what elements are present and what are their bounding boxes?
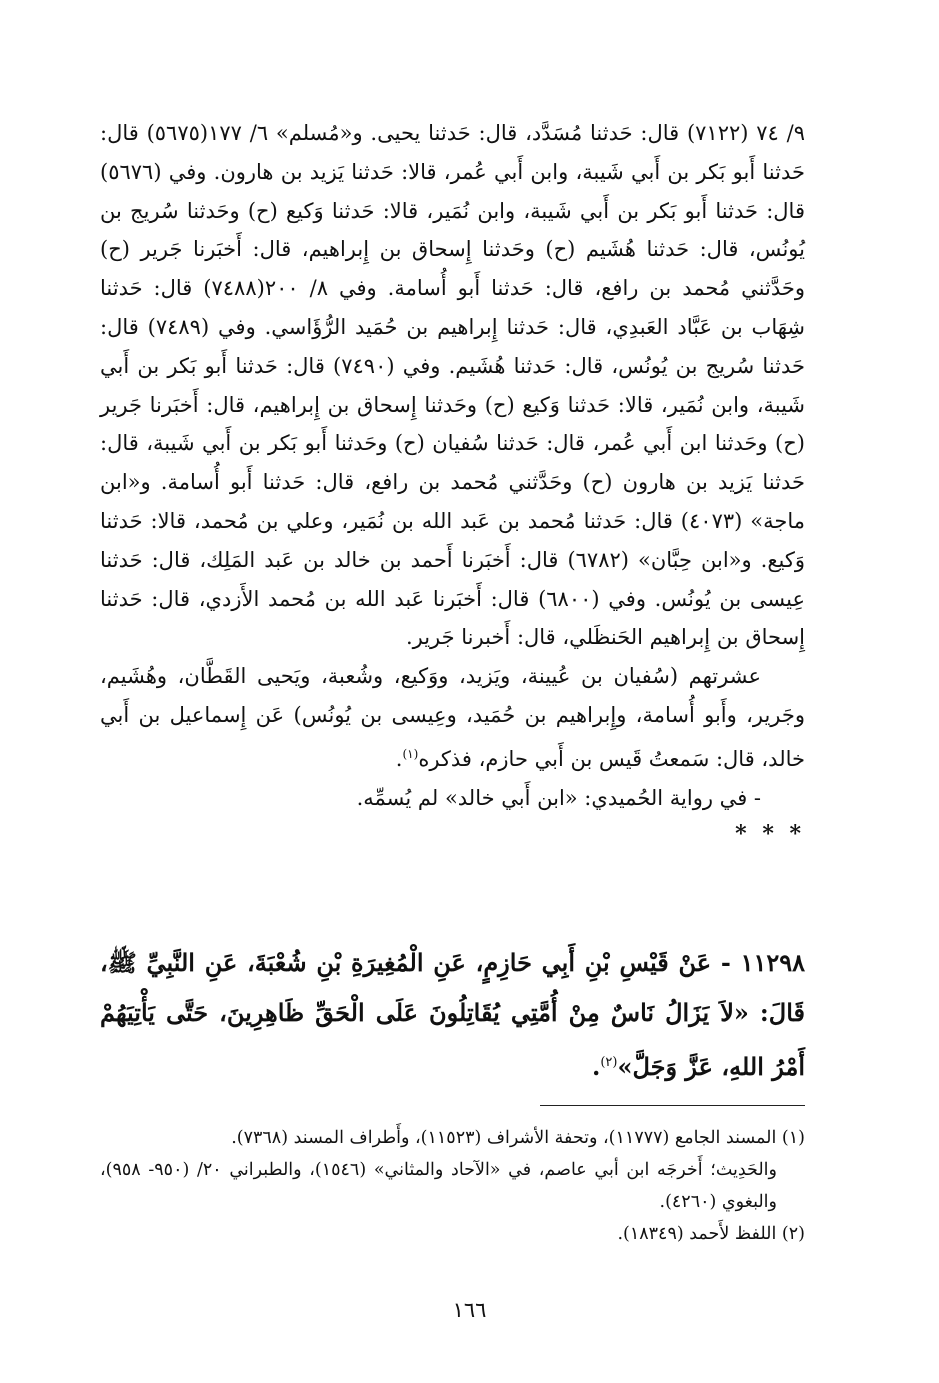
isnad-chain-paragraph: ٩/ ٧٤ (٧١٢٢) قال: حَدثنا مُسَدَّد، قال: حَدثنا يحيى. و«مُسلم» ٦/ ١٧٧(٥٦٧٥) قال: حَدثنا أَبو بَكر بن أَبي شَيبة، وابن أَبي عُمر، قالا: حَدثنا يَزيد بن هارون. وفي (٥٦٧٦) قال: حَدثنا أَبو بَكر بن أَبي شَيبة، وابن نُمَير، قالا: حَدثنا وَكيع (ح) وحَدثنا سُريج بن يُونُس، قال: حَدثنا هُشَيم (ح) وحَدثنا إِسحاق بن إِبراهيم، قال: أَخبَرنا جَرير (ح) وحَدَّثني مُحمد بن رافع، قال: حَدثنا أَبو أُسامة. وفي ٨/ ٢٠٠(٧٤٨٨) قال: حَدثنا شِهَاب بن عَبَّاد العَبدِي، قال: حَدثنا إِبراهيم بن حُمَيد الرُّؤَاسي. وفي (٧٤٨٩) قال: حَدثنا سُريج بن يُونُس، قال: حَدثنا هُشَيم. وفي (٧٤٩٠) قال: حَدثنا أَبو بَكر بن أَبي شَيبة، وابن نُمَير، قالا: حَدثنا وَكيع (ح) وحَدثنا إِسحاق بن إِبراهيم، قال: أَخبَرنا جَرير (ح) وحَدثنا ابن أَبي عُمر، قال: حَدثنا سُفيان (ح) وحَدثنا أَبو بَكر بن أَبي شَيبة، قال: حَدثنا يَزيد بن هارون (ح) وحَدَّثني مُحمد بن رافع، قال: حَدثنا أَبو أُسامة. و«ابن ماجة» (٤٠٧٣) قال: حَدثنا مُحمد بن عَبد الله بن نُمَير، وعلي بن مُحمد، قالا: حَدثنا وَكيع. و«ابن حِبَّان» (٦٧٨٢) قال: أَخبَرنا أَحمد بن خالد بن عَبد المَلِك، قال: حَدثنا عِيسى بن يُونُس. وفي (٦٨٠٠) قال: أَخبَرنا عَبد الله بن مُحمد الأَزدي، قال: حَدثنا إِسحاق بن إِبراهيم الحَنظَلي، قال: أَخبرنا جَرير. <box>100 121 806 650</box>
page-number: ١٦٦ <box>452 1298 487 1322</box>
footnotes-block <box>100 1122 805 1250</box>
hadith-text: عَنْ قَيْسِ بْنِ أَبِي حَازِمٍ، عَنِ الْمُغِيرَةِ بْنِ شُعْبَةَ، عَنِ النَّبِيِّ ﷺ، قَالَ: «لاَ يَزَالُ نَاسٌ مِنْ أُمَّتِي يُقَاتِلُونَ عَلَى الْحَقِّ ظَاهِرِينَ، حَتَّى يَأْتِيَهُمْ أَمْرُ اللهِ، عَزَّ وَجَلَّ» <box>100 948 805 1081</box>
footnote-divider <box>540 1105 805 1106</box>
narrators-paragraph <box>100 657 805 778</box>
footnote-ref-1[interactable]: (١) <box>402 746 419 761</box>
footnote-2: (٢) اللفظ لأَحمد (١٨٣٤٩). <box>617 1224 805 1244</box>
riwaya-note: - في رواية الحُميدي: «ابن أَبي خالد» لم يُسمِّه. <box>356 785 761 810</box>
footnote-1-continuation: والحَدِيث؛ أَخرجَه ابن أبي عاصم، في «الآحاد والمثاني» (١٥٤٦)، والطبراني ٢٠/ (٩٥٠- ٩٥٨)، والبغوي (٤٢٦٠). <box>100 1160 777 1212</box>
narrators-text: عشرتهم (سُفيان بن عُيينة، ويَزيد، ووَكيع، وشُعبة، ويَحيى القَطَّان، وهُشَيم، وجَرير، وأَبو أُسامة، وإِبراهيم بن حُمَيد، وعِيسى بن يُونُس) عَن إِسماعيل بن أَبي خالد، قال: سَمعتُ قَيس بن أَبي حازم، فذكره <box>100 664 805 771</box>
hadith-block <box>100 938 805 1092</box>
hadith-number: ١١٢٩٨ <box>740 948 806 977</box>
section-separator: * * * <box>735 821 805 848</box>
main-text-block <box>100 114 805 851</box>
footnote-1: (١) المسند الجامع (١١٧٧٧)، وتحفة الأشراف (١١٥٢٣)، وأَطراف المسند (٧٣٦٨). <box>231 1128 805 1148</box>
narrators-end: . <box>395 746 403 771</box>
hadith-end: . <box>591 1052 601 1081</box>
hadith-dash: - <box>711 948 741 977</box>
footnote-ref-2[interactable]: (٢) <box>600 1055 618 1070</box>
